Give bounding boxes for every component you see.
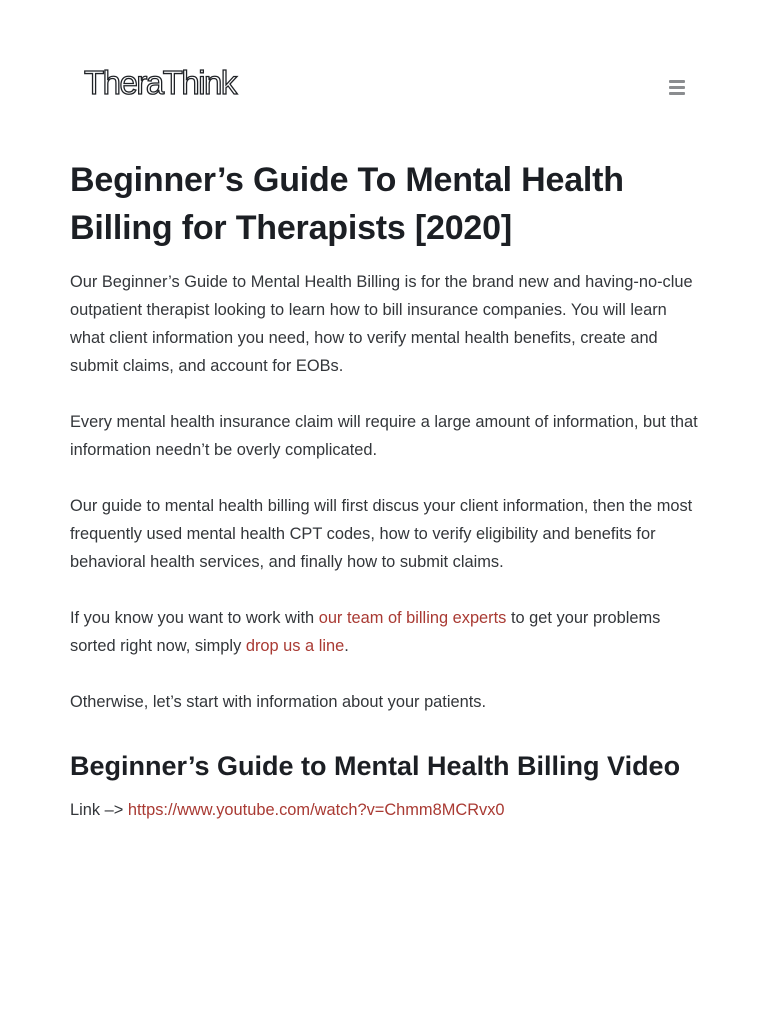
hamburger-menu-icon[interactable] (664, 76, 690, 100)
youtube-video-link[interactable]: https://www.youtube.com/watch?v=Chmm8MCRvx0 (127, 801, 505, 819)
site-header (0, 0, 768, 130)
contact-text-after: . (344, 637, 349, 655)
contact-text-middle: to get your problems sorted right now, simply (70, 609, 661, 655)
video-section-heading: Beginner’s Guide to Mental Health Billing Video (70, 751, 681, 781)
menu-bar (669, 80, 685, 83)
menu-bar (669, 86, 685, 89)
patients-intro-paragraph: Otherwise, let’s start with information about your patients. (70, 693, 487, 711)
page-title: Beginner’s Guide To Mental Health Billing for Therapists [2020] (70, 161, 624, 247)
guide-overview-paragraph: Our guide to mental health billing will first discus your client information, then the most frequently used mental health CPT codes, how to verify eligibility and benefits for behavioral health services, and finally how to submit claims. (70, 497, 693, 571)
contact-paragraph (70, 604, 700, 660)
therathink-logo[interactable]: TheraThink (84, 64, 236, 101)
billing-experts-link[interactable]: our team of billing experts (318, 609, 507, 627)
menu-bar (669, 92, 685, 95)
contact-text-before: If you know you want to work with (70, 609, 319, 627)
video-link-line (70, 796, 700, 824)
intro-paragraph: Our Beginner’s Guide to Mental Health Billing is for the brand new and having-no-clue outpatient therapist looking to learn how to bill insurance companies. You will learn what client information you need, how to verify mental health benefits, create and submit claims, and account for EOBs. (70, 273, 693, 375)
claim-info-paragraph: Every mental health insurance claim will require a large amount of information, but that information needn’t be overly complicated. (70, 413, 698, 459)
drop-us-a-line-link[interactable]: drop us a line (245, 637, 345, 655)
video-link-prefix: Link –> (70, 801, 128, 819)
article-content (70, 156, 700, 824)
